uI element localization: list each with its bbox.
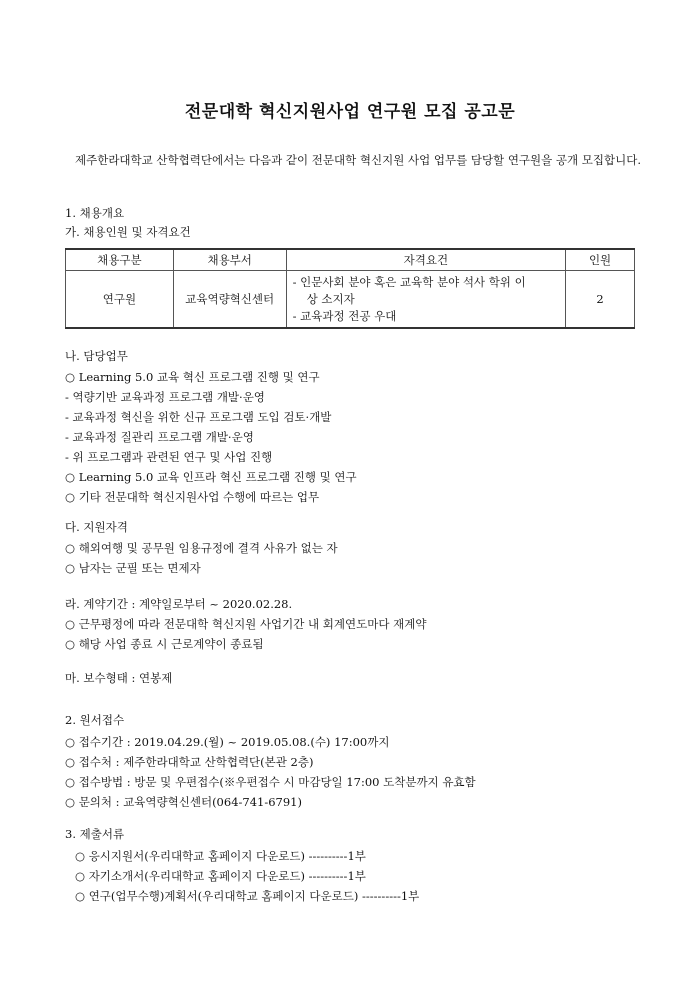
section1-heading: 1. 채용개요 — [65, 206, 125, 220]
list-item: ○ Learning 5.0 교육 혁신 프로그램 진행 및 연구 — [65, 370, 320, 384]
list-item: ○ 문의처 : 교육역량혁신센터(064-741-6791) — [65, 795, 302, 809]
section1-sub-a-heading: 가. 채용인원 및 자격요건 — [65, 225, 191, 239]
table-row — [66, 271, 635, 329]
list-item: ○ Learning 5.0 교육 인프라 혁신 프로그램 진행 및 연구 — [65, 470, 357, 484]
section2-heading: 2. 원서접수 — [65, 713, 125, 727]
section3-heading: 3. 제출서류 — [65, 827, 125, 841]
table-header-row — [66, 249, 635, 271]
list-item: - 교육과정 혁신을 위한 신규 프로그램 도입 검토·개발 — [65, 410, 332, 424]
list-item: ○ 해외여행 및 공무원 임용규정에 결격 사유가 없는 자 — [65, 541, 338, 555]
section1-sub-e-heading: 마. 보수형태 : 연봉제 — [65, 671, 173, 685]
requirements-table — [65, 248, 635, 329]
table-header-cell: 자격요건 — [286, 249, 566, 271]
qualification-line: - 인문사회 분야 혹은 교육학 분야 석사 학위 이 — [292, 274, 526, 289]
list-item: ○ 접수방법 : 방문 및 우편접수(※우편접수 시 마감당일 17:00 도착분까지 유효함 — [65, 775, 476, 789]
table-header-cell: 인원 — [566, 249, 635, 271]
section1-sub-d-heading: 라. 계약기간 : 계약일로부터 ~ 2020.02.28. — [65, 597, 293, 611]
table-cell-quals — [286, 271, 566, 329]
table-cell-type: 연구원 — [66, 271, 174, 329]
list-item: ○ 자기소개서(우리대학교 홈페이지 다운로드) ----------1부 — [75, 869, 366, 883]
section1-sub-b-heading: 나. 담당업무 — [65, 349, 128, 363]
qualification-line: - 교육과정 전공 우대 — [292, 308, 397, 323]
list-item: ○ 기타 전문대학 혁신지원사업 수행에 따르는 업무 — [65, 490, 320, 504]
list-item: ○ 접수처 : 제주한라대학교 산학협력단(본관 2층) — [65, 755, 314, 769]
table-cell-dept: 교육역량혁신센터 — [173, 271, 286, 329]
list-item: ○ 근무평정에 따라 전문대학 혁신지원 사업기간 내 회계연도마다 재계약 — [65, 617, 427, 631]
list-item: ○ 해당 사업 종료 시 근로계약이 종료됨 — [65, 637, 264, 651]
list-item: - 역량기반 교육과정 프로그램 개발·운영 — [65, 390, 265, 404]
table-header-cell: 채용부서 — [173, 249, 286, 271]
document-title: 전문대학 혁신지원사업 연구원 모집 공고문 — [184, 102, 516, 122]
list-item: - 위 프로그램과 관련된 연구 및 사업 진행 — [65, 450, 273, 464]
list-item: - 교육과정 질관리 프로그램 개발·운영 — [65, 430, 254, 444]
table-cell-count: 2 — [566, 271, 635, 329]
section1-sub-c-heading: 다. 지원자격 — [65, 520, 128, 534]
list-item: ○ 응시지원서(우리대학교 홈페이지 다운로드) ----------1부 — [75, 849, 366, 863]
list-item: ○ 남자는 군필 또는 면제자 — [65, 561, 201, 575]
qualification-line: 상 소지자 — [306, 291, 355, 306]
list-item: ○ 접수기간 : 2019.04.29.(월) ~ 2019.05.08.(수) 17:00까지 — [65, 735, 390, 749]
list-item: ○ 연구(업무수행)계획서(우리대학교 홈페이지 다운로드) ----------1부 — [75, 889, 420, 903]
intro-paragraph: 제주한라대학교 산학협력단에서는 다음과 같이 전문대학 혁신지원 사업 업무를 담당할 연구원을 공개 모집합니다. — [75, 153, 641, 167]
table-header-cell: 채용구분 — [66, 249, 174, 271]
